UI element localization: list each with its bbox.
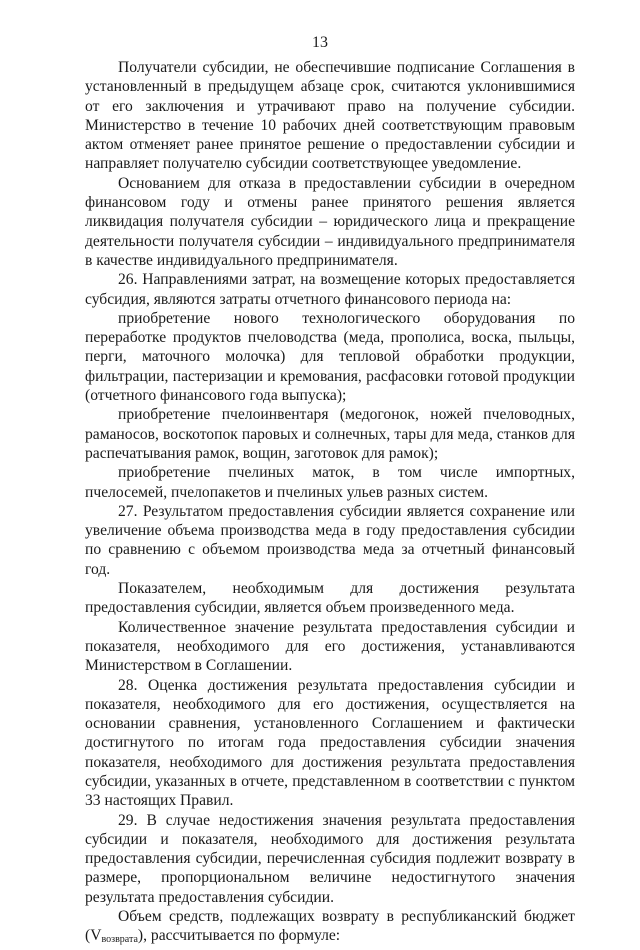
- paragraph: Получатели субсидии, не обеспечившие подписание Соглашения в установленный в предыдущем абзаце срок, считаются уклонившимися от его заключения и утрачивают право на получение субсидии. Министерство в течение 10 рабочих дней соответствующим правовым актом отменяет ранее принятое решение о предоставлении субсидии и направляет получателю субсидии соответствующее уведомление.: [85, 59, 575, 173]
- page-number: 13: [312, 34, 328, 51]
- formula-intro-text-end: ), рассчитывается по формуле:: [137, 927, 341, 945]
- paragraph: 28. Оценка достижения результата предоставления субсидии и показателя, необходимого для его достижения, осуществляется на основании сравнения, установленного Соглашением и фактически достигнутого по итогам года предоставления субсидии значения показателя, необходимого для достижения результата предоставления субсидии, указанных в отчете, представленном в соответствии с пунктом 33 настоящих Правил.: [85, 676, 575, 810]
- paragraph: приобретение пчелоинвентаря (медогонок, ножей пчеловодных, раманосов, воскотопок паровых и солнечных, тары для меда, станков для распечатывания рамок, вощин, заготовок для рамок);: [85, 406, 575, 462]
- paragraph: приобретение пчелиных маток, в том числе импортных, пчелосемей, пчелопакетов и пчелиных ульев разных систем.: [85, 464, 575, 501]
- paragraph: Основанием для отказа в предоставлении субсидии в очередном финансовом году и отмены ранее принятого решения является ликвидация получателя субсидии – юридического лица и прекращение деятельности получателя субсидии – индивидуального предпринимателя в качестве индивидуального предпринимателя.: [85, 174, 575, 269]
- formula-intro-text: Объем средств, подлежащих возврату в республиканский бюджет (V: [85, 908, 575, 945]
- paragraph: 29. В случае недостижения значения результата предоставления субсидии и показателя, необходимого для достижения результата предоставления субсидии, перечисленная субсидия подлежит возврату в размере, пропорциональном величине недостигнутого значения результата предоставления субсидии.: [85, 811, 575, 906]
- paragraph: 26. Направлениями затрат, на возмещение которых предоставляется субсидия, являются затраты отчетного финансового периода на:: [85, 271, 575, 308]
- paragraph: Показателем, необходимым для достижения результата предоставления субсидии, является объем произведенного меда.: [85, 580, 575, 617]
- paragraph: приобретение нового технологического оборудования по переработке продуктов пчеловодства (меда, прополиса, воска, пыльцы, перги, маточного молочка) для тепловой обработки продукции, фильтрации, пастеризации и кремования, расфасовки готовой продукции (отчетного финансового года выпуска);: [85, 309, 575, 405]
- subscript-vozvrata: возврата: [101, 934, 138, 946]
- paragraph: Количественное значение результата предоставления субсидии и показателя, необходимого для его достижения, устанавливаются Министерством в Соглашении.: [85, 618, 575, 675]
- document-body: [85, 58, 575, 950]
- paragraph: 27. Результатом предоставления субсидии является сохранение или увеличение объема производства меда в году предоставления субсидии по сравнению с объемом производства меда за отчетный финансовый год.: [85, 502, 575, 578]
- formula-intro-paragraph: [85, 907, 575, 950]
